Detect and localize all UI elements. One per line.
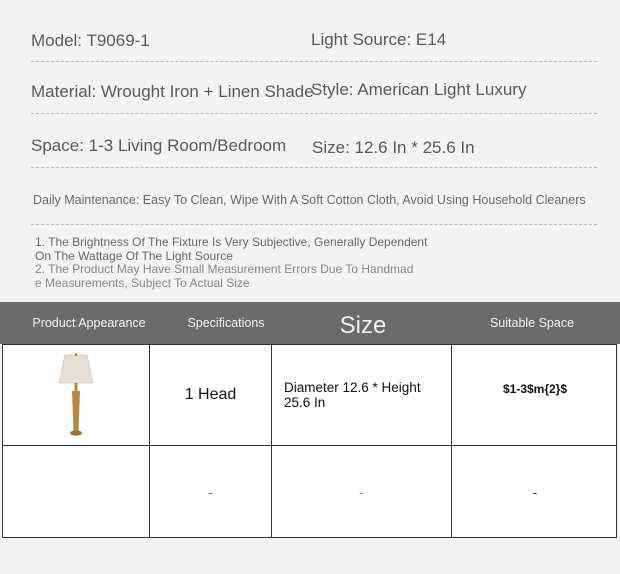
divider	[31, 167, 597, 168]
table-row-1-size	[272, 345, 451, 445]
divider	[31, 113, 597, 114]
note-2	[35, 262, 413, 290]
table-row-1-size-line-1: Diameter 12.6 * Height	[284, 380, 421, 395]
table-row-2-spec: -	[208, 484, 213, 500]
table-row-1-space: $1-3$m{2}$	[502, 382, 568, 396]
table-header	[0, 302, 620, 344]
space-spec: Space: 1-3 Living Room/Bedroom	[31, 136, 287, 155]
note-1-line-2: On The Wattage Of The Light Source	[35, 249, 233, 263]
model-spec: Model: T9069-1	[31, 31, 150, 50]
header-size: Size	[339, 312, 387, 339]
note-2-line-1: 2. The Product May Have Small Measurement Errors Due To Handmad	[35, 262, 414, 276]
table-row-1-spec: 1 Head	[184, 386, 237, 403]
light-source-spec: Light Source: E14	[311, 30, 447, 49]
table-row-1-image	[3, 345, 149, 445]
note-1-line-1: 1. The Brightness Of The Fixture Is Very Subjective, Generally Dependent	[35, 235, 428, 249]
table-row-2-size: -	[359, 484, 364, 500]
style-spec: Style: American Light Luxury	[311, 80, 527, 99]
material-spec: Material: Wrought Iron + Linen Shade	[31, 82, 314, 101]
header-suitable-space: Suitable Space	[489, 316, 575, 330]
table-row-1-size-line-2: 25.6 In	[284, 395, 326, 410]
header-appearance: Product Appearance	[32, 316, 146, 330]
header-specifications: Specifications	[187, 316, 265, 330]
note-2-line-2: e Measurements, Subject To Actual Size	[35, 276, 250, 290]
divider	[31, 224, 597, 225]
table-row-2-space: -	[532, 484, 538, 500]
size-spec: Size: 12.6 In * 25.6 In	[312, 138, 475, 157]
maintenance-text: Daily Maintenance: Easy To Clean, Wipe With A Soft Cotton Cloth, Avoid Using Household Cleaners	[33, 193, 586, 207]
note-1	[35, 235, 427, 263]
table-lamp-icon	[56, 353, 96, 437]
table-row-2-image	[3, 446, 149, 538]
divider	[31, 61, 597, 62]
spec-table	[2, 344, 617, 538]
